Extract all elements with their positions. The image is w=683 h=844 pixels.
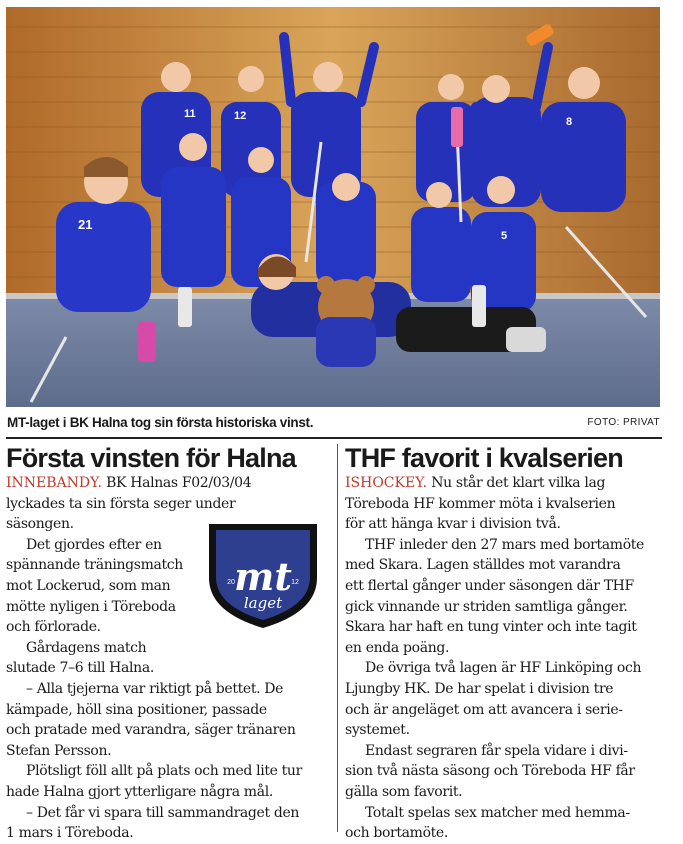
jersey-number: 8 [566,116,573,128]
headline: THF favorit i kvalserien [345,443,623,473]
article-body [345,473,660,844]
kicker: INNEBANDY. [6,475,103,491]
photo-caption: MT-laget i BK Halna tog sin första historiska vinst. [7,415,314,430]
body-line: och är angeläget om att avancera i serie- [345,701,623,718]
body-line: Endast segraren får spela vidare i divi- [365,742,628,759]
body-line: systemet. [345,722,410,739]
body-line: – Alla tjejerna var riktigt på bettet. De [26,680,284,697]
jersey-number: 11 [184,108,196,120]
logo-mt-text: mt [234,554,292,599]
body-line: Plötsligt föll allt på plats och med lite tur [26,763,302,780]
body-line: Töreboda HF kommer möta i kvalserien [345,495,616,512]
body-line: för att hänga kvar i division två. [345,516,561,533]
logo-year-right: 12 [291,579,299,586]
body-line: ett flertal gånger under säsongen där THF [345,577,634,594]
body-line: gick vinnande ur striden samtliga gånger. [345,598,628,615]
logo-laget-text: laget [243,594,283,612]
body-line: hade Halna gjort ytterligare några mål. [6,783,273,800]
body-line: Ljungby HK. De har spelat i division tre [345,680,614,697]
body-line: lyckades ta sin första seger under [6,495,236,512]
body-line: Det gjordes efter en [26,536,162,553]
body-line: THF inleder den 27 mars med bortamöte [365,536,644,553]
jersey-number: 5 [501,230,508,242]
kicker: ISHOCKEY. [345,475,428,491]
body-line: gälla som favorit. [345,783,463,800]
body-line: spännande träningsmatch [6,557,183,574]
body-line: Nu står det klart vilka lag [427,475,606,491]
body-line: och bortamöte. [345,825,448,842]
body-line: och pratade med varandra, säger tränaren [6,722,296,739]
headline: Första vinsten för Halna [6,443,296,473]
body-line: Stefan Persson. [6,742,112,759]
body-line: slutade 7–6 till Halna. [6,660,154,677]
body-line: Gårdagens match [26,639,147,656]
team-photo-illustration [6,7,660,407]
logo-year-left: 20 [227,579,235,586]
mt-laget-logo [203,520,323,630]
body-line: och förlorade. [6,619,101,636]
column-divider [337,444,338,832]
body-line: en enda poäng. [345,639,450,656]
jersey-number: 12 [234,110,247,122]
body-line: De övriga två lagen är HF Linköping och [365,660,642,677]
body-line: Skara har haft en tung vinter och inte tagit [345,619,637,636]
body-line: kämpade, höll sina positioner, passade [6,701,267,718]
article-halna [6,440,326,844]
jersey-number: 21 [78,217,93,232]
section-rule [6,437,662,439]
photo-credit: FOTO: PRIVAT [587,417,660,428]
body-line: sion två nästa säsong och Töreboda HF får [345,763,635,780]
body-line: mot Lockerud, som man [6,577,171,594]
body-line: Totalt spelas sex matcher med hemma- [365,804,630,821]
article-thf [345,440,660,844]
body-line: BK Halnas F02/03/04 [102,475,252,491]
body-line: säsongen. [6,516,74,533]
body-line: 1 mars i Töreboda. [6,825,134,842]
body-line: mötte nyligen i Töreboda [6,598,176,615]
body-line: – Det får vi spara till sammandraget den [26,804,300,821]
team-photo [6,7,660,407]
body-line: med Skara. Lagen ställdes mot varandra [345,557,621,574]
